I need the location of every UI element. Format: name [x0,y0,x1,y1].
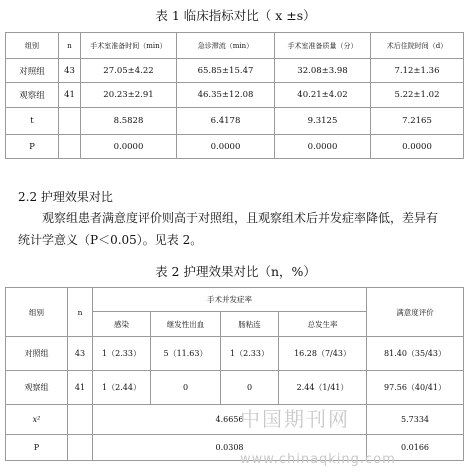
table2-cell: x² [6,405,68,435]
table2 [5,287,464,461]
table2-cell: 97.56（40/41） [367,371,464,405]
table1-header-cell: 术后住院时间（d） [371,33,464,59]
table2-cell: 1（2.44） [93,371,151,405]
table1-cell: 32.08±3.98 [275,59,371,83]
table2-title: 表 2 护理效果对比（n，%） [155,264,316,279]
table2-cell: 对照组 [6,337,68,371]
table1-cell: 43 [59,59,81,83]
table2-cell: 41 [68,371,93,405]
table1-header-cell: 手术室准备时间（min） [81,33,177,59]
table1-cell: 0.0000 [275,135,371,159]
table-row [6,371,464,405]
table1-cell: 观察组 [6,83,59,108]
table1-cell: 7.12±1.36 [371,59,464,83]
table1-header-cell: 急诊滞流（min） [177,33,275,59]
table2-subheader-cell: 继发性出血 [151,312,221,337]
table1-cell: t [6,108,59,135]
table2-header-cell: n [68,288,93,337]
table1-cell: 7.2165 [371,108,464,135]
table-row [6,337,464,371]
table1-cell: 0.0000 [177,135,275,159]
table2-cell: 0 [221,371,279,405]
table2-cell: 观察组 [6,371,68,405]
table2-cell: 1（2.33） [221,337,279,371]
table2-header-row [6,288,464,312]
table-row [6,108,464,135]
table1-cell: 9.3125 [275,108,371,135]
table2-cell: 43 [68,337,93,371]
table2-subheader-cell: 肠粘连 [221,312,279,337]
table-row [6,135,464,159]
table1-cell: 0.0000 [371,135,464,159]
table1-title: 表 1 临床指标对比（ x ±s） [155,8,316,23]
table2-cell: 4.6656 [93,405,367,435]
watermark-url: www.chinaqking.com [240,452,396,467]
table1-header-row [6,33,464,59]
table2-header-cell: 组别 [6,288,68,337]
table2-cell: P [6,435,68,461]
table2-header-cell: 手术并发症率 [93,288,367,312]
table1-header-cell: 手术室准备质量（分） [275,33,371,59]
watermark-cn: 中国期刊网 [240,407,350,431]
table2-cell: 5（11.63） [151,337,221,371]
paragraph-line: 观察组患者满意度评价则高于对照组，且观察组术后并发症率降低，差异有 [42,211,439,225]
table2-cell [68,435,93,461]
table1-cell: P [6,135,59,159]
table2-cell: 16.28（7/43） [279,337,367,371]
table2-header-cell: 满意度评价 [367,288,464,337]
table1-cell: 46.35±12.08 [177,83,275,108]
table1-cell: 41 [59,83,81,108]
table-row [6,405,464,435]
table1-cell: 27.05±4.22 [81,59,177,83]
table1-cell: 0.0000 [81,135,177,159]
table2-cell: 81.40（35/43） [367,337,464,371]
table2-cell: 0.0166 [367,435,464,461]
table1-header-cell: n [59,33,81,59]
table2-subheader-cell: 总发生率 [279,312,367,337]
paragraph-line: 统计学意义（P＜0.05）。见表 2。 [18,233,203,247]
table1-cell: 对照组 [6,59,59,83]
section-paragraph [18,207,468,251]
table2-subheader-cell: 感染 [93,312,151,337]
table1-cell [59,108,81,135]
table2-cell: 5.7334 [367,405,464,435]
table2-cell: 0 [151,371,221,405]
table1-cell: 65.85±15.47 [177,59,275,83]
table1-cell: 8.5828 [81,108,177,135]
table-row [6,83,464,108]
table1-cell: 20.23±2.91 [81,83,177,108]
section-heading: 2.2 护理效果对比 [18,190,113,204]
table2-cell: 1（2.33） [93,337,151,371]
table1-cell [59,135,81,159]
table1-cell: 6.4178 [177,108,275,135]
table2-cell: 2.44（1/41） [279,371,367,405]
table1 [5,32,464,159]
table2-cell: 0.0308 [93,435,367,461]
table1-header-cell: 组别 [6,33,59,59]
table2-cell [68,405,93,435]
table1-cell: 40.21±4.02 [275,83,371,108]
table1-cell: 5.22±1.02 [371,83,464,108]
table-row [6,59,464,83]
